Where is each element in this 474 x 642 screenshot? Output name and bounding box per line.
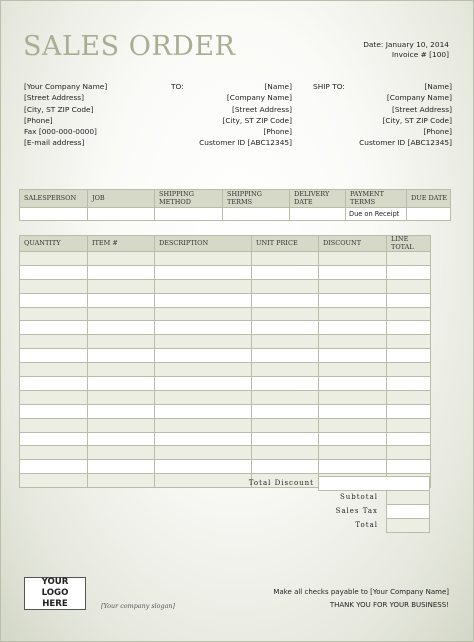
job-cell[interactable] xyxy=(88,208,155,221)
item-cell[interactable] xyxy=(155,349,252,363)
address-line: [Street Address] xyxy=(391,104,452,114)
total-discount-value[interactable] xyxy=(318,476,430,491)
table-row xyxy=(20,390,431,404)
document-title: SALES ORDER xyxy=(23,31,236,62)
payment-terms-cell[interactable]: Due on Receipt xyxy=(346,208,407,221)
item-cell[interactable] xyxy=(387,446,431,460)
invoice-number: Invoice # [100] xyxy=(391,50,449,59)
address-line: [E-mail address] xyxy=(24,138,85,148)
table-row xyxy=(20,321,431,335)
item-cell[interactable] xyxy=(387,293,431,307)
item-cell[interactable] xyxy=(319,390,387,404)
table-row xyxy=(20,279,431,293)
item-cell[interactable] xyxy=(88,363,155,377)
item-cell[interactable] xyxy=(252,265,319,279)
item-cell[interactable] xyxy=(88,307,155,321)
item-cell[interactable] xyxy=(319,252,387,266)
address-line: [City, ST ZIP Code] xyxy=(382,115,452,125)
item-cell[interactable] xyxy=(387,279,431,293)
item-cell[interactable] xyxy=(319,321,387,335)
header-quantity: QUANTITY xyxy=(20,236,88,252)
item-cell[interactable] xyxy=(387,307,431,321)
item-cell[interactable] xyxy=(155,404,252,418)
subtotal-label: Subtotal xyxy=(339,493,378,501)
item-cell[interactable] xyxy=(88,432,155,446)
address-line: [Phone] xyxy=(423,127,452,137)
company-address xyxy=(24,81,107,149)
item-cell[interactable] xyxy=(20,377,88,391)
address-line: [Phone] xyxy=(24,115,53,125)
item-cell[interactable] xyxy=(155,293,252,307)
item-cell[interactable] xyxy=(387,418,431,432)
item-cell[interactable] xyxy=(252,279,319,293)
date-invoice-block xyxy=(363,40,449,60)
total-row xyxy=(19,518,430,532)
item-cell[interactable] xyxy=(387,377,431,391)
header-payment-terms: PAYMENT TERMS xyxy=(346,190,407,208)
item-cell[interactable] xyxy=(387,460,431,474)
company-logo-placeholder xyxy=(24,577,86,610)
header-delivery-date: DELIVERY DATE xyxy=(290,190,346,208)
address-line: [Phone] xyxy=(263,127,292,137)
item-cell[interactable] xyxy=(387,363,431,377)
order-info-table xyxy=(19,189,451,221)
address-line: Fax [000-000-0000] xyxy=(24,127,97,137)
item-cell[interactable] xyxy=(387,252,431,266)
bill-to-address xyxy=(171,81,292,149)
ship-to-label: SHIP TO: xyxy=(313,82,345,91)
line-items-table xyxy=(19,235,431,488)
item-cell[interactable] xyxy=(387,265,431,279)
item-cell[interactable] xyxy=(20,446,88,460)
item-cell[interactable] xyxy=(319,418,387,432)
item-cell[interactable] xyxy=(155,307,252,321)
item-cell[interactable] xyxy=(252,460,319,474)
header-description: DESCRIPTION xyxy=(155,236,252,252)
table-row xyxy=(20,404,431,418)
address-line: Customer ID [ABC12345] xyxy=(359,138,452,148)
item-cell[interactable] xyxy=(252,321,319,335)
address-line: [Street Address] xyxy=(24,93,85,103)
company-slogan: [Your company slogan] xyxy=(101,602,176,610)
item-cell[interactable] xyxy=(319,377,387,391)
item-cell[interactable] xyxy=(319,265,387,279)
item-cell[interactable] xyxy=(88,446,155,460)
checks-payable-note: Make all checks payable to [Your Company Name] xyxy=(273,588,449,596)
item-cell[interactable] xyxy=(155,279,252,293)
item-cell[interactable] xyxy=(252,335,319,349)
item-cell[interactable] xyxy=(319,349,387,363)
header-shipping-terms: SHIPPING TERMS xyxy=(223,190,290,208)
logo-text: YOUR LOGO HERE xyxy=(41,577,69,609)
item-cell[interactable] xyxy=(252,390,319,404)
header-shipping-method: SHIPPING METHOD xyxy=(155,190,223,208)
item-cell[interactable] xyxy=(252,307,319,321)
item-cell[interactable] xyxy=(88,377,155,391)
item-cell[interactable] xyxy=(319,446,387,460)
item-cell[interactable] xyxy=(155,390,252,404)
total-value[interactable] xyxy=(386,518,430,533)
header-due-date: DUE DATE xyxy=(407,190,451,208)
table-row xyxy=(20,418,431,432)
table-row xyxy=(20,446,431,460)
item-cell[interactable] xyxy=(155,335,252,349)
header-discount: DISCOUNT xyxy=(319,236,387,252)
subtotal-row xyxy=(19,490,430,504)
delivery-date-cell[interactable] xyxy=(290,208,346,221)
address-line: [City, ST ZIP Code] xyxy=(222,115,292,125)
item-cell[interactable] xyxy=(20,460,88,474)
item-cell[interactable] xyxy=(20,265,88,279)
address-line: [Name] xyxy=(264,82,292,91)
header-job: JOB xyxy=(88,190,155,208)
item-cell[interactable] xyxy=(319,279,387,293)
item-cell[interactable] xyxy=(319,432,387,446)
table-row xyxy=(20,252,431,266)
item-cell[interactable] xyxy=(20,279,88,293)
item-cell[interactable] xyxy=(155,321,252,335)
address-line: [Company Name] xyxy=(386,93,452,103)
header-unit-price: UNIT PRICE xyxy=(252,236,319,252)
ship-to-address xyxy=(313,81,452,149)
item-cell[interactable] xyxy=(20,432,88,446)
shipping-terms-cell[interactable] xyxy=(223,208,290,221)
header-line-total: LINE TOTAL xyxy=(387,236,431,252)
header-salesperson: SALESPERSON xyxy=(20,190,88,208)
item-cell[interactable] xyxy=(88,460,155,474)
item-cell[interactable] xyxy=(88,390,155,404)
shipping-method-cell[interactable] xyxy=(155,208,223,221)
item-cell[interactable] xyxy=(252,293,319,307)
item-cell[interactable] xyxy=(88,293,155,307)
item-cell[interactable] xyxy=(155,432,252,446)
item-cell[interactable] xyxy=(20,390,88,404)
order-date: Date: January 10, 2014 xyxy=(363,40,449,49)
item-cell[interactable] xyxy=(88,335,155,349)
item-cell[interactable] xyxy=(20,252,88,266)
item-cell[interactable] xyxy=(20,363,88,377)
item-cell[interactable] xyxy=(20,349,88,363)
item-cell[interactable] xyxy=(252,432,319,446)
item-cell[interactable] xyxy=(20,293,88,307)
item-cell[interactable] xyxy=(88,279,155,293)
item-cell[interactable] xyxy=(387,390,431,404)
item-cell[interactable] xyxy=(20,404,88,418)
address-line: Customer ID [ABC12345] xyxy=(199,138,292,148)
item-cell[interactable] xyxy=(319,404,387,418)
item-cell[interactable] xyxy=(20,307,88,321)
item-cell[interactable] xyxy=(252,418,319,432)
address-line: [City, ST ZIP Code] xyxy=(24,104,94,114)
table-row xyxy=(20,432,431,446)
item-cell[interactable] xyxy=(319,293,387,307)
table-row xyxy=(20,265,431,279)
item-cell[interactable] xyxy=(155,377,252,391)
item-cell[interactable] xyxy=(88,404,155,418)
thank-you-note: THANK YOU FOR YOUR BUSINESS! xyxy=(329,601,449,609)
table-row xyxy=(20,460,431,474)
item-cell[interactable] xyxy=(252,377,319,391)
item-cell[interactable] xyxy=(88,265,155,279)
subtotal-value[interactable] xyxy=(386,490,430,505)
item-cell[interactable] xyxy=(155,265,252,279)
address-line: [Company Name] xyxy=(226,93,292,103)
item-cell[interactable] xyxy=(88,321,155,335)
item-cell[interactable] xyxy=(387,335,431,349)
item-cell[interactable] xyxy=(319,460,387,474)
item-cell[interactable] xyxy=(155,446,252,460)
address-line: [Name] xyxy=(424,82,452,91)
item-cell[interactable] xyxy=(88,349,155,363)
sales-tax-value[interactable] xyxy=(386,504,430,519)
item-cell[interactable] xyxy=(20,335,88,349)
due-date-cell[interactable] xyxy=(407,208,451,221)
item-cell[interactable] xyxy=(252,252,319,266)
item-cell[interactable] xyxy=(155,418,252,432)
item-cell[interactable] xyxy=(252,446,319,460)
item-cell[interactable] xyxy=(387,321,431,335)
item-cell[interactable] xyxy=(88,252,155,266)
total-discount-label: Total Discount xyxy=(248,479,314,487)
table-row xyxy=(20,349,431,363)
sales-tax-row xyxy=(19,504,430,518)
sales-tax-label: Sales Tax xyxy=(335,507,378,515)
item-cell[interactable] xyxy=(252,349,319,363)
address-line: [Street Address] xyxy=(231,104,292,114)
item-cell[interactable] xyxy=(387,349,431,363)
item-cell[interactable] xyxy=(155,460,252,474)
table-row xyxy=(20,307,431,321)
salesperson-cell[interactable] xyxy=(20,208,88,221)
item-cell[interactable] xyxy=(20,418,88,432)
to-label: TO: xyxy=(171,82,184,91)
total-label: Total xyxy=(355,521,378,529)
item-cell[interactable] xyxy=(387,404,431,418)
item-cell[interactable] xyxy=(387,432,431,446)
item-cell[interactable] xyxy=(88,418,155,432)
item-cell[interactable] xyxy=(319,307,387,321)
address-line: [Your Company Name] xyxy=(24,82,108,91)
header-item-number: ITEM # xyxy=(88,236,155,252)
table-row xyxy=(20,363,431,377)
table-row xyxy=(20,377,431,391)
item-cell[interactable] xyxy=(319,335,387,349)
table-row xyxy=(20,335,431,349)
total-discount-row xyxy=(19,476,430,490)
item-cell[interactable] xyxy=(155,252,252,266)
item-cell[interactable] xyxy=(20,321,88,335)
item-cell[interactable] xyxy=(155,363,252,377)
item-cell[interactable] xyxy=(252,363,319,377)
table-row xyxy=(20,293,431,307)
item-cell[interactable] xyxy=(319,363,387,377)
item-cell[interactable] xyxy=(252,404,319,418)
